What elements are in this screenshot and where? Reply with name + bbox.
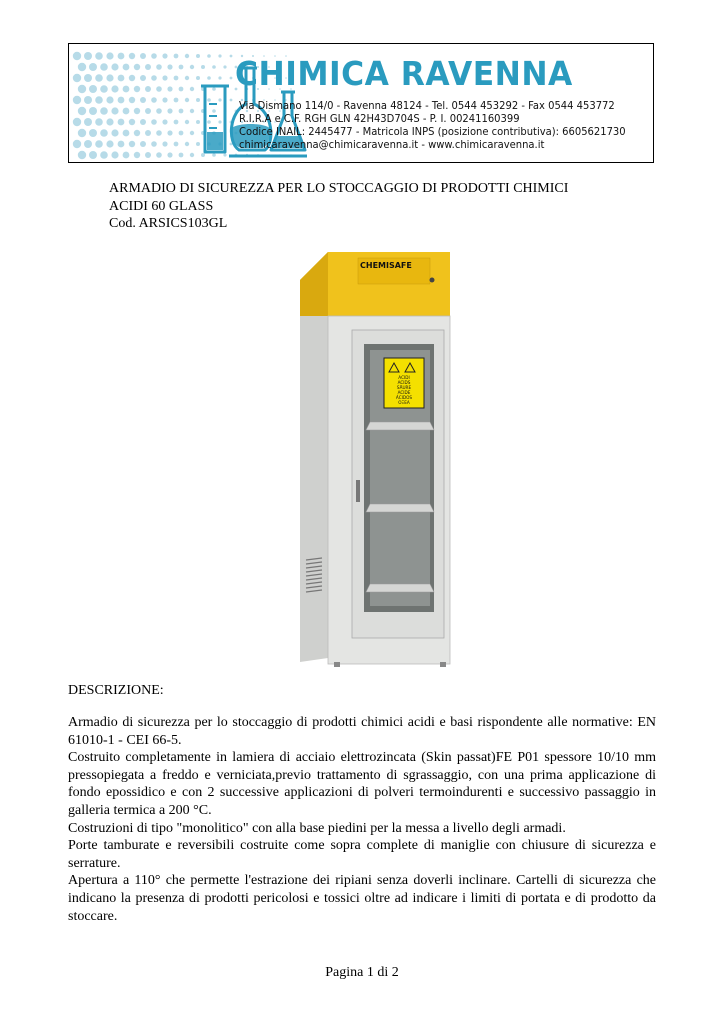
letterhead: [68, 43, 654, 163]
decor-dot: [89, 63, 97, 71]
product-title-block: [109, 180, 568, 233]
decor-dot: [140, 141, 146, 147]
decor-dot: [118, 75, 125, 82]
decor-dot: [174, 98, 179, 103]
decor-dot: [118, 119, 125, 126]
decor-dot: [95, 74, 103, 82]
sign-text: ΟΞΕΑ: [398, 400, 410, 405]
decor-dot: [123, 130, 130, 137]
decor-dot: [73, 96, 81, 104]
decor-dot: [95, 140, 103, 148]
decor-dot: [100, 129, 108, 137]
decor-dot: [230, 55, 233, 58]
decor-dot: [190, 153, 194, 157]
decor-dot: [156, 108, 162, 114]
sign-text: ACIDI: [398, 375, 410, 380]
decor-dot: [162, 141, 167, 146]
decor-dot: [118, 97, 125, 104]
decor-dot: [129, 97, 135, 103]
decor-dot: [156, 152, 162, 158]
decor-dot: [179, 87, 184, 92]
decor-dot: [95, 52, 103, 60]
safety-cabinet-image: [290, 250, 460, 670]
decor-dot: [78, 129, 86, 137]
decor-dot: [95, 96, 103, 104]
decor-dot: [106, 52, 113, 59]
decor-dot: [174, 76, 179, 81]
inail-line: Codice INAIL: 2445477 - Matricola INPS (posizione contributiva): 6605621730: [239, 126, 626, 138]
decor-dot: [111, 107, 118, 114]
decor-dot: [134, 130, 140, 136]
decor-dot: [106, 96, 113, 103]
decor-dot: [190, 109, 194, 113]
decor-dot: [145, 108, 151, 114]
decor-dot: [185, 98, 189, 102]
decor-dot: [174, 120, 179, 125]
description-paragraph: Armadio di sicurezza per lo stoccaggio di prodotti chimici acidi e basi rispondente alle normative: EN 61010-1 - CEI 66-5.: [68, 715, 656, 748]
product-code: Cod. ARSICS103GL: [109, 216, 228, 231]
decor-dot: [162, 97, 167, 102]
decor-dot: [145, 64, 151, 70]
decor-dot: [179, 65, 184, 70]
decor-dot: [167, 64, 172, 69]
decor-dot: [118, 141, 125, 148]
decor-dot: [73, 74, 81, 82]
description-paragraph: Apertura a 110° che permette l'estrazione dei ripiani senza doverli inclinare. Cartelli di sicurezza che indicano la presenza di prodotti pericolosi e tossici oltre ad indicare i limiti di portata e di prodotto da stoccare.: [68, 873, 656, 924]
decor-dot: [145, 152, 151, 158]
decor-dot: [89, 129, 97, 137]
product-model: ACIDI 60 GLASS: [109, 198, 214, 214]
decor-dot: [167, 108, 172, 113]
description-paragraph: Costruito completamente in lamiera di acciaio elettrozincata (Skin passat)FE P01 spessore 10/10 mm pressopiegata a freddo e verniciata,previo trattamento di sgrassaggio, con una prima applicazione di fondo epossidico e con 2 successive applicazioni di polveri termoindurenti e successivo passaggio in galleria termica a 200 °C.: [68, 750, 656, 818]
sign-text: ÁCIDOS: [395, 395, 413, 400]
decor-dot: [78, 151, 86, 159]
product-title: ARMADIO DI SICUREZZA PER LO STOCCAGGIO DI PRODOTTI CHIMICI: [109, 181, 569, 196]
decor-dot: [167, 152, 172, 157]
description-paragraph: Porte tamburate e reversibili costruite come sopra complete di maniglie con chiusure di sicurezza e serrature.: [68, 838, 656, 871]
decor-dot: [190, 65, 194, 69]
decor-dot: [106, 74, 113, 81]
door-handle: [356, 480, 360, 502]
decor-dot: [84, 52, 92, 60]
decor-dot: [167, 86, 172, 91]
decor-dot: [73, 140, 81, 148]
decor-dot: [140, 53, 146, 59]
decor-dot: [123, 64, 130, 71]
decor-dot: [111, 63, 118, 70]
decor-dot: [89, 85, 97, 93]
page-number: Pagina 1 di 2: [325, 965, 399, 980]
sign-text: SÄURE: [396, 385, 412, 390]
contact-line: chimicaravenna@chimicaravenna.it - www.chimicaravenna.it: [239, 139, 545, 151]
decor-dot: [95, 118, 103, 126]
decor-dot: [167, 130, 172, 135]
decor-dot: [134, 86, 140, 92]
decor-dot: [84, 74, 92, 82]
decor-dot: [179, 153, 184, 158]
decor-dot: [84, 140, 92, 148]
decor-dot: [156, 86, 162, 92]
decor-dot: [151, 141, 157, 147]
decor-dot: [134, 108, 140, 114]
decor-dot: [129, 53, 135, 59]
registry-line: R.I.R.A e C.F. RGH GLN 42H43D704S - P. I. 00241160399: [239, 113, 520, 125]
decor-dot: [111, 85, 118, 92]
decor-dot: [73, 118, 81, 126]
decor-dot: [123, 108, 130, 115]
decor-dot: [129, 75, 135, 81]
decor-dot: [100, 85, 108, 93]
decor-dot: [118, 53, 125, 60]
decor-dot: [151, 119, 157, 125]
decor-dot: [78, 63, 86, 71]
decor-dot: [84, 96, 92, 104]
address-line: Via Dismano 114/0 - Ravenna 48124 - Tel. 0544 453292 - Fax 0544 453772: [239, 100, 615, 112]
decor-dot: [129, 141, 135, 147]
company-name: CHIMICA RAVENNA: [235, 54, 573, 93]
decor-dot: [73, 52, 81, 60]
decor-dot: [162, 75, 167, 80]
decor-dot: [140, 119, 146, 125]
decor-dot: [106, 140, 113, 147]
decor-dot: [190, 87, 194, 91]
decor-dot: [185, 54, 189, 58]
description-paragraph: Costruzioni di tipo "monolitico" con alla base piedini per la messa a livello degli armadi.: [68, 820, 566, 836]
description-heading: DESCRIZIONE:: [68, 683, 164, 698]
sign-text: ACIDE: [397, 390, 411, 395]
decor-dot: [123, 86, 130, 93]
brand-label: CHEMISAFE: [360, 261, 412, 270]
decor-dot: [78, 107, 86, 115]
decor-dot: [140, 75, 146, 81]
decor-dot: [151, 97, 157, 103]
decor-dot: [185, 142, 189, 146]
decor-dot: [156, 64, 162, 70]
decor-dot: [129, 119, 135, 125]
decor-dot: [156, 130, 162, 136]
decor-dot: [106, 118, 113, 125]
decor-dot: [78, 85, 86, 93]
decor-dot: [162, 53, 167, 58]
decor-dot: [218, 54, 221, 57]
decor-dot: [100, 151, 108, 159]
description-body: [68, 714, 656, 925]
decor-dot: [89, 151, 97, 159]
decor-dot: [123, 152, 130, 159]
decor-dot: [179, 131, 184, 136]
decor-dot: [134, 152, 140, 158]
decor-dot: [89, 107, 97, 115]
decor-dot: [134, 64, 140, 70]
decor-dot: [207, 54, 211, 58]
decor-dot: [111, 151, 118, 158]
decor-dot: [162, 119, 167, 124]
decor-dot: [185, 120, 189, 124]
decor-dot: [100, 63, 108, 71]
decor-dot: [84, 118, 92, 126]
decor-dot: [100, 107, 108, 115]
decor-dot: [145, 130, 151, 136]
decor-dot: [185, 76, 189, 80]
decor-dot: [179, 109, 184, 114]
sign-text: ACIDS: [397, 380, 411, 385]
decor-dot: [145, 86, 151, 92]
decor-dot: [111, 129, 118, 136]
decor-dot: [140, 97, 146, 103]
decor-dot: [196, 54, 200, 58]
decor-dot: [174, 54, 179, 59]
decor-dot: [151, 75, 157, 81]
decor-dot: [151, 53, 157, 59]
decor-dot: [190, 131, 194, 135]
decor-dot: [174, 142, 179, 147]
